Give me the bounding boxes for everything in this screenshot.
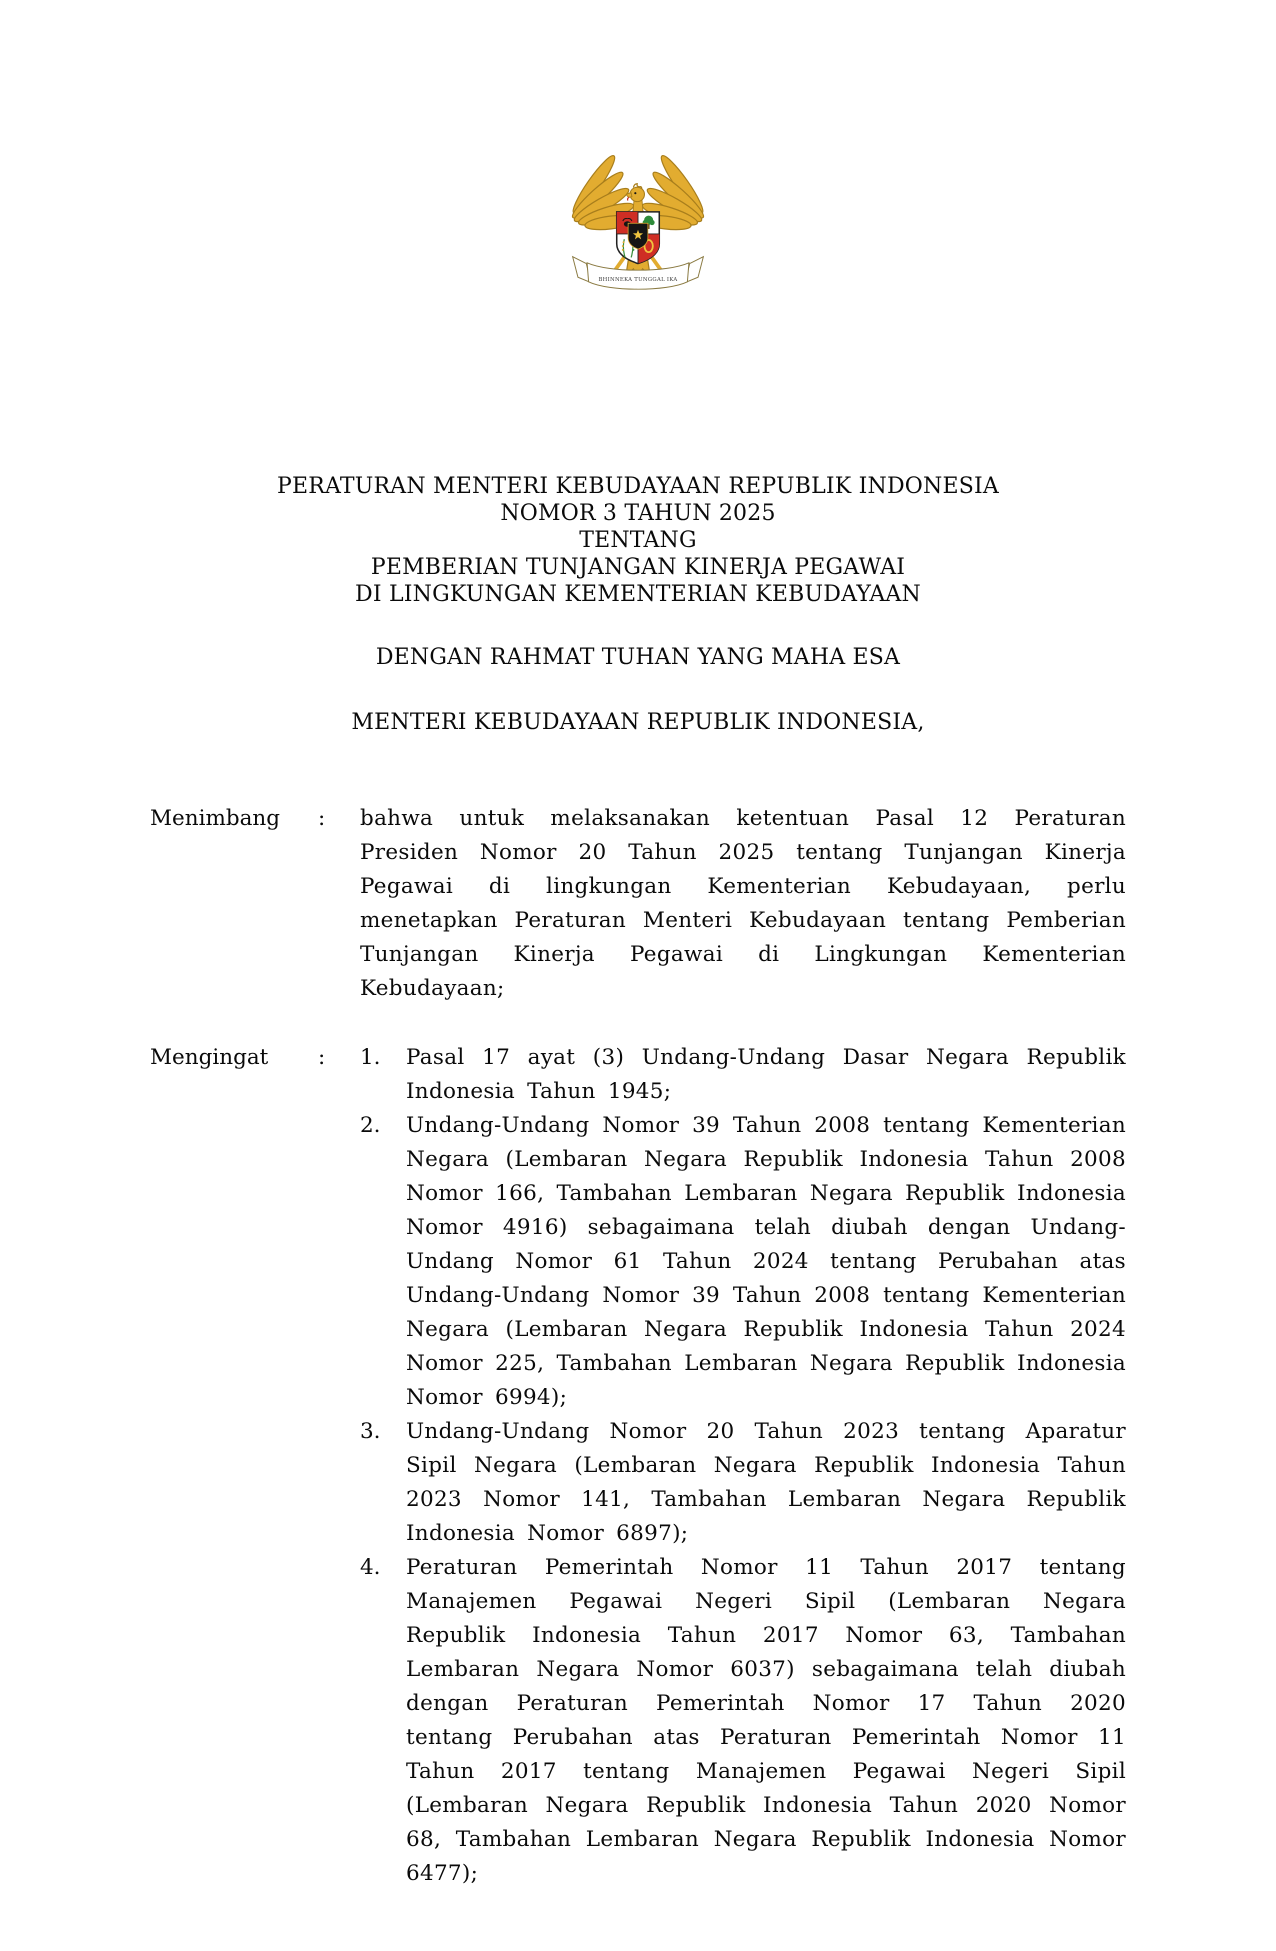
tentang-label: TENTANG bbox=[579, 528, 697, 553]
regulation-number: NOMOR 3 TAHUN 2025 bbox=[500, 501, 776, 526]
mengingat-clause bbox=[150, 1041, 1126, 1891]
garuda-pancasila-emblem-icon bbox=[562, 148, 714, 297]
title-block bbox=[0, 473, 1276, 608]
item-number: 4. bbox=[360, 1555, 381, 1580]
regulation-subject-line-1: PEMBERIAN TUNJANGAN KINERJA PEGAWAI bbox=[370, 555, 906, 580]
menimbang-paragraph: bahwa untuk melaksanakan ketentuan Pasal 12 Peraturan Presiden Nomor 20 Tahun 2025 tentang Tunjangan Kinerja Pegawai di lingkungan Kementerian Kebudayaan, perlu menetapkan Peraturan Menteri Kebudayaan tentang Pemberian Tunjangan Kinerja Pegawai di Lingkungan Kementerian Kebudayaan; bbox=[360, 806, 1126, 1001]
legal-basis-item: Peraturan Pemerintah Nomor 11 Tahun 2017 tentang Manajemen Pegawai Negeri Sipil (Lembaran Negara Republik Indonesia Tahun 2017 Nomor 63, Tambahan Lembaran Negara Nomor 6037) sebagaimana telah diubah dengan Peraturan Pemerintah Nomor 17 Tahun 2020 tentang Perubahan atas Peraturan Pemerintah Nomor 11 Tahun 2017 tentang Manajemen Pegawai Negeri Sipil (Lembaran Negara Republik Indonesia Tahun 2020 Nomor 68, Tambahan Lembaran Negara Republik Indonesia Nomor 6477); bbox=[406, 1555, 1126, 1886]
menimbang-colon: : bbox=[318, 806, 326, 831]
issuing-authority-line: MENTERI KEBUDAYAAN REPUBLIK INDONESIA, bbox=[351, 710, 925, 735]
mengingat-items bbox=[360, 1041, 1126, 1891]
item-number: 1. bbox=[360, 1045, 381, 1070]
mengingat-colon: : bbox=[318, 1045, 326, 1070]
item-number: 2. bbox=[360, 1113, 381, 1138]
menimbang-clause bbox=[150, 802, 1126, 1006]
legal-basis-item: Undang-Undang Nomor 20 Tahun 2023 tentang Aparatur Sipil Negara (Lembaran Negara Republik Indonesia Tahun 2023 Nomor 141, Tambahan Lembaran Negara Republik Indonesia Nomor 6897); bbox=[406, 1419, 1126, 1546]
legal-basis-item: Pasal 17 ayat (3) Undang-Undang Dasar Negara Republik Indonesia Tahun 1945; bbox=[406, 1045, 1126, 1104]
item-number: 3. bbox=[360, 1419, 381, 1444]
emblem-motto: BHINNEKA TUNGGAL IKA bbox=[598, 277, 678, 284]
regulation-subject-line-2: DI LINGKUNGAN KEMENTERIAN KEBUDAYAAN bbox=[355, 582, 921, 607]
regulation-title: PERATURAN MENTERI KEBUDAYAAN REPUBLIK INDONESIA bbox=[277, 474, 999, 499]
emblem-container bbox=[0, 148, 1276, 297]
mengingat-label: Mengingat bbox=[150, 1045, 269, 1070]
legal-basis-item: Undang-Undang Nomor 39 Tahun 2008 tentang Kementerian Negara (Lembaran Negara Republik Indonesia Tahun 2008 Nomor 166, Tambahan Lembaran Negara Republik Indonesia Nomor 4916) sebagaimana telah diubah dengan Undang-Undang Nomor 61 Tahun 2024 tentang Perubahan atas Undang-Undang Nomor 39 Tahun 2008 tentang Kementerian Negara (Lembaran Negara Republik Indonesia Tahun 2024 Nomor 225, Tambahan Lembaran Negara Republik Indonesia Nomor 6994); bbox=[406, 1113, 1126, 1410]
invocation-line: DENGAN RAHMAT TUHAN YANG MAHA ESA bbox=[375, 645, 901, 670]
menimbang-label: Menimbang bbox=[150, 806, 281, 831]
